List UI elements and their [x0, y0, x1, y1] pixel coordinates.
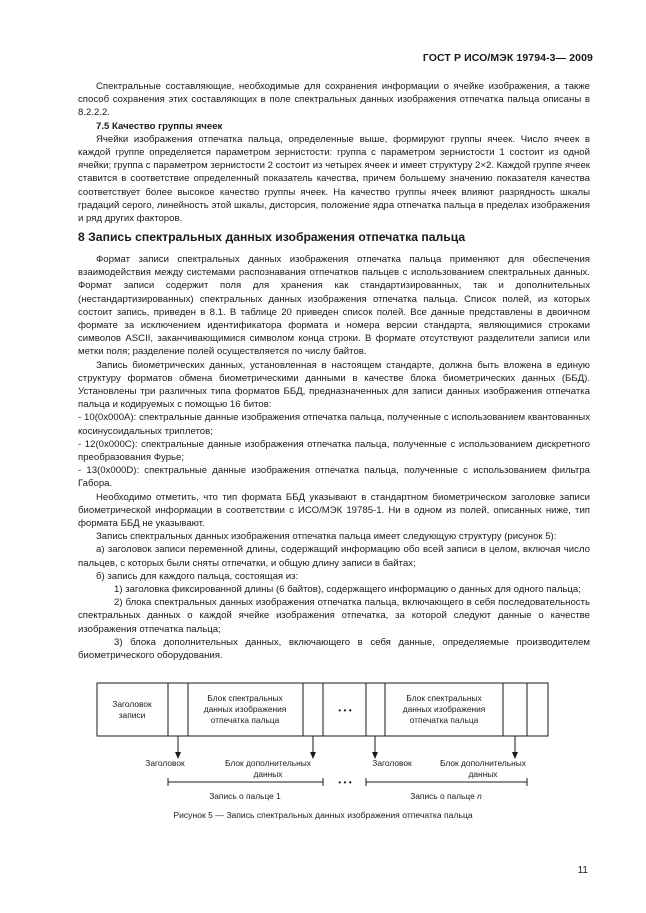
label-header: Заголовок — [145, 758, 185, 768]
label-extra: данных — [468, 769, 498, 779]
paragraph: Запись биометрических данных, установленная в настоящем стандарте, должна быть вложена в единую структуру форматов обмена биометрическими данными в качестве блока биометрических данных (ББД). Установлены три различных типа форматов ББД, предназначенных для записи данных изображения отпечатка пальца и кодируемых с помощью 16 битов: — [78, 359, 590, 411]
box-spectral-text: данных изображения — [402, 704, 486, 714]
box-header-text: записи — [118, 710, 146, 720]
page-number: 11 — [577, 865, 588, 876]
list-item: а) заголовок записи переменной длины, содержащий информацию обо всей записи в целом, включая число пальцев, с которых были сняты отпечатки, и общую длину записи в байтах; — [78, 544, 590, 569]
document-header: ГОСТ Р ИСО/МЭК 19794-3— 2009 — [422, 52, 593, 64]
label-header: Заголовок — [372, 758, 412, 768]
list-item: - 13(0x000D): спектральные данные изображения отпечатка пальца, полученные с использованием фильтра Габора. — [78, 465, 590, 490]
label-extra: данных — [253, 769, 283, 779]
box-spectral-text: Блок спектральных — [406, 693, 482, 703]
box-spectral-text: данных изображения — [203, 704, 287, 714]
label-extra: Блок дополнительных — [440, 758, 526, 768]
list-item: - 12(0x000C): спектральные данные изображения отпечатка пальца, полученные с использованием дискретного преобразования Фурье; — [78, 438, 590, 464]
ellipsis: • • • — [338, 705, 352, 715]
paragraph: Необходимо отметить, что тип формата ББД указывают в стандартном биометрическом заголовке записи биометрической информации в соответствии с ИСО/МЭК 19785-1. Ни в одном из полей, описанных ниже, тип формата ББД не указывают. — [78, 491, 590, 530]
top-paragraph: Спектральные составляющие, необходимые для сохранения информации о ячейке изображения, а также способ сохранения этих составляющих в поле спектральных данных изображения отпечатка пальца описаны в 8.2.2.2. — [78, 81, 590, 119]
paragraph: Запись спектральных данных изображения отпечатка пальца имеет следующую структуру (рисунок 5): — [96, 531, 557, 543]
list-item: - 10(0x000A): спектральные данные изображения отпечатка пальца, полученные с использованием квантованных косинусоидальных триплетов; — [78, 412, 590, 437]
box-spectral-text: отпечатка пальца — [210, 715, 280, 725]
subsection-title: 7.5 Качество группы ячеек — [96, 120, 223, 132]
box-spectral-text: Блок спектральных — [207, 693, 283, 703]
label-extra: Блок дополнительных — [225, 758, 311, 768]
section-title: 8 Запись спектральных данных изображения отпечатка пальца — [78, 230, 466, 244]
paragraph: Формат записи спектральных данных изображения отпечатка пальца применяют для обеспечения взаимодействия между системами распознавания отпечатков пальцев с использованием спектральных данных. Формат записи содержит поля для хранения как стандартизированных, так и дополнительных (нестандартизированных) спектральных данных изображения отпечатка пальца. Список полей, из которых состоит запись, приведен в 8.1. В таблице 20 приведен список полей. Все данные представлены в двоичном формате за исключением идентификатора формата и номера версии стандарта, являющимися строками символов ASCII, заканчивающимися символом конца строки. В формате отсутствуют разделители записи или метки поля; разделение полей осуществляется по числу байтов. — [78, 254, 590, 358]
list-item: 1) заголовка фиксированной длины (6 байтов), содержащего информацию о данных для одного пальца; — [114, 584, 581, 596]
figure-caption: Рисунок 5 — Запись спектральных данных изображения отпечатка пальца — [173, 810, 473, 820]
ellipsis: • • • — [338, 777, 352, 787]
label-record-n: Запись о пальце n — [410, 791, 482, 801]
box-spectral-text: отпечатка пальца — [409, 715, 479, 725]
label-record-1: Запись о пальце 1 — [209, 791, 281, 801]
subsection-paragraph: Ячейки изображения отпечатка пальца, определенные выше, формируют группы ячеек. Число ячеек в каждой группе определяется параметром зернистости: группа с параметром зернистости 1 состоит из одной ячейки; группа с параметром зернистости 2 состоит из четырех ячеек и имеет структуру 2×2. Каждой группе ячеек ставится в соответствие определенный показатель качества, причем большему значению показателя качества соответствует более высокое качество группы ячеек. На качество группы ячеек влияют разрядность шкалы градаций серого, линейность этой шкалы, дисторсия, положение ядра отпечатка пальца в пределах изображения и ряд других факторов. — [78, 133, 590, 225]
list-item: б) запись для каждого пальца, состоящая из: — [96, 570, 299, 582]
box-header-text: Заголовок — [112, 699, 152, 709]
list-item: 3) блока дополнительных данных, включающего в себя данные, определяемые производителем биометрического оборудования. — [78, 636, 590, 662]
list-item: 2) блока спектральных данных изображения отпечатка пальца, включающего в себя последовательность спектральных данных о каждой ячейке изображения отпечатка, за которой следуют данные о качестве изображения отпечатка пальца; — [78, 597, 590, 635]
